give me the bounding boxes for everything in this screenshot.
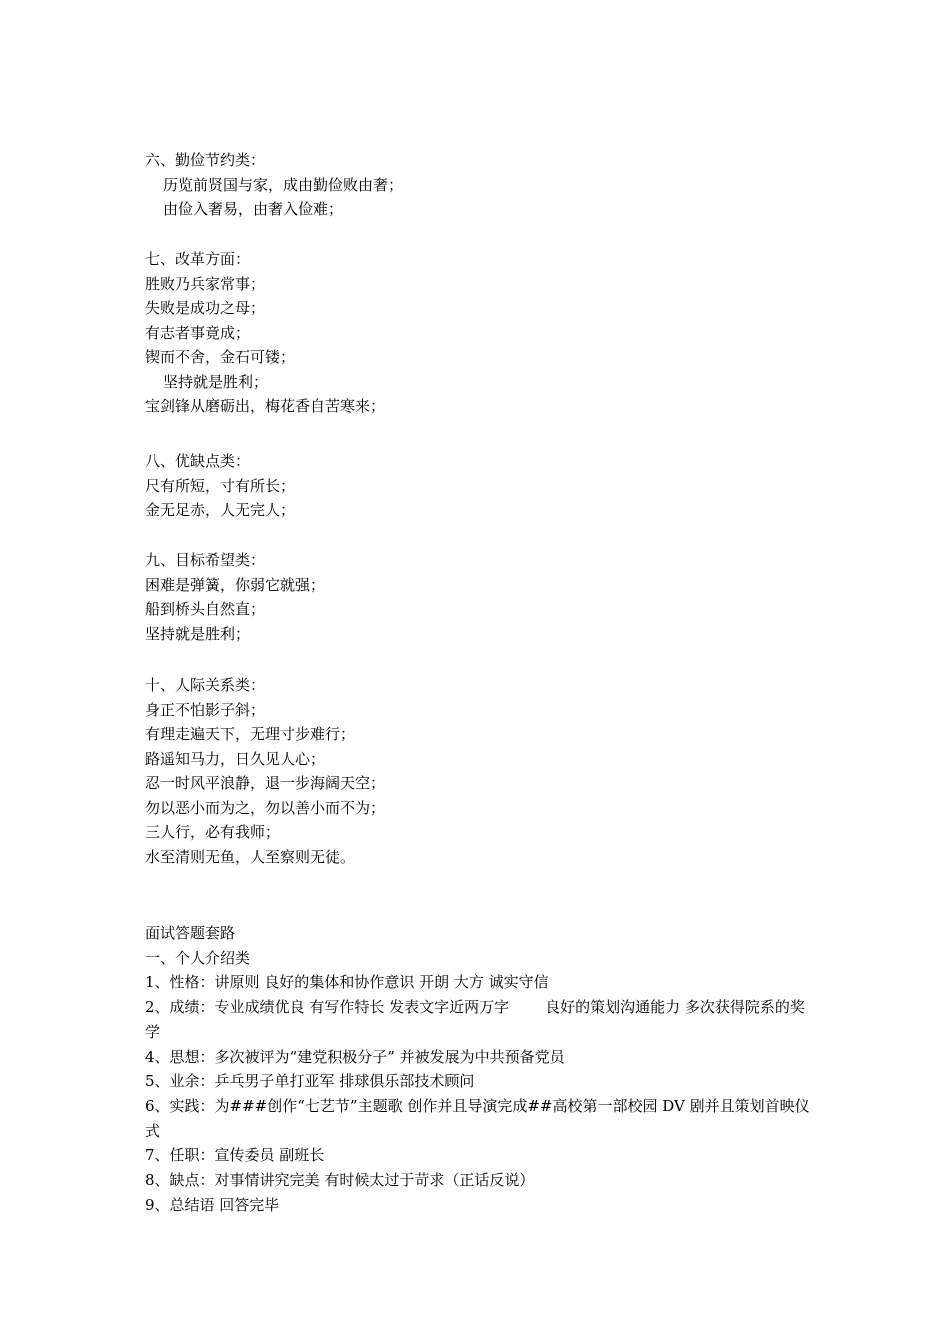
interview-item: 6、实践：为###创作“七艺节”主题歌 创作并且导演完成##高校第一部校园 DV 剧并且策划首映仪式 (145, 1096, 810, 1140)
interview-item: 9、总结语 回答完毕 (145, 1195, 280, 1214)
quote-line: 金无足赤，人无完人； (145, 501, 296, 519)
section-goals (145, 548, 815, 646)
interview-item-part: 2、成绩：专业成绩优良 有写作特长 发表文字近两万字 (145, 998, 510, 1017)
section-heading: 六、勤俭节约类： (145, 151, 266, 169)
quote-line: 困难是弹簧，你弱它就强； (145, 575, 326, 594)
quote-line: 由俭入奢易，由奢入俭难； (163, 200, 344, 218)
section-heading: 八、优缺点类： (145, 452, 251, 470)
quote-line: 历览前贤国与家，成由勤俭败由奢； (163, 175, 404, 194)
quote-line: 锲而不舍，金石可镂； (145, 348, 296, 366)
interview-title: 面试答题套路 (145, 924, 236, 942)
interview-item: 1、性格：讲原则 良好的集体和协作意识 开朗 大方 诚实守信 (145, 973, 549, 992)
interview-item: 5、业余：乒乓男子单打亚军 排球俱乐部技术顾问 (145, 1072, 475, 1091)
quote-line: 船到桥头自然直； (145, 600, 266, 618)
interview-item: 8、缺点：对事情讲究完美 有时候太过于苛求（正话反说） (145, 1171, 535, 1190)
quote-line: 坚持就是胜利； (163, 372, 269, 391)
quote-line: 宝剑锋从磨砺出，梅花香自苦寒来； (145, 397, 386, 415)
section-strengths-weaknesses (145, 449, 815, 523)
section-reform (145, 247, 815, 419)
interview-item-part: 良好的策划沟通能力 多次获得院系的奖学 (145, 998, 805, 1041)
interview-guide (145, 921, 815, 1217)
quote-line: 有志者事竟成； (145, 323, 251, 342)
quote-line: 水至清则无鱼，人至察则无徒。 (145, 847, 356, 866)
section-thrift (145, 148, 815, 222)
quote-line: 三人行，必有我师； (145, 823, 281, 841)
quote-line: 路遥知马力，日久见人心； (145, 749, 326, 768)
interview-item (145, 995, 815, 1044)
quote-line: 忍一时风平浪静，退一步海阔天空； (145, 774, 386, 792)
quote-line: 尺有所短，寸有所长； (145, 476, 296, 495)
section-relationships (145, 673, 815, 869)
quote-line: 坚持就是胜利； (145, 624, 251, 643)
quote-line: 胜败乃兵家常事； (145, 274, 266, 293)
interview-item: 7、任职：宣传委员 副班长 (145, 1146, 325, 1165)
quote-line: 身正不怕影子斜； (145, 700, 266, 719)
quote-line: 勿以恶小而为之，勿以善小而不为； (145, 798, 386, 817)
quote-line: 失败是成功之母； (145, 299, 266, 317)
section-heading: 九、目标希望类： (145, 551, 266, 569)
interview-subtitle: 一、个人介绍类 (145, 948, 251, 967)
interview-item: 4、思想：多次被评为“建党积极分子” 并被发展为中共预备党员 (145, 1047, 565, 1066)
quote-line: 有理走遍天下，无理寸步难行； (145, 725, 356, 743)
section-heading: 七、改革方面： (145, 250, 251, 268)
section-heading: 十、人际关系类： (145, 676, 266, 694)
